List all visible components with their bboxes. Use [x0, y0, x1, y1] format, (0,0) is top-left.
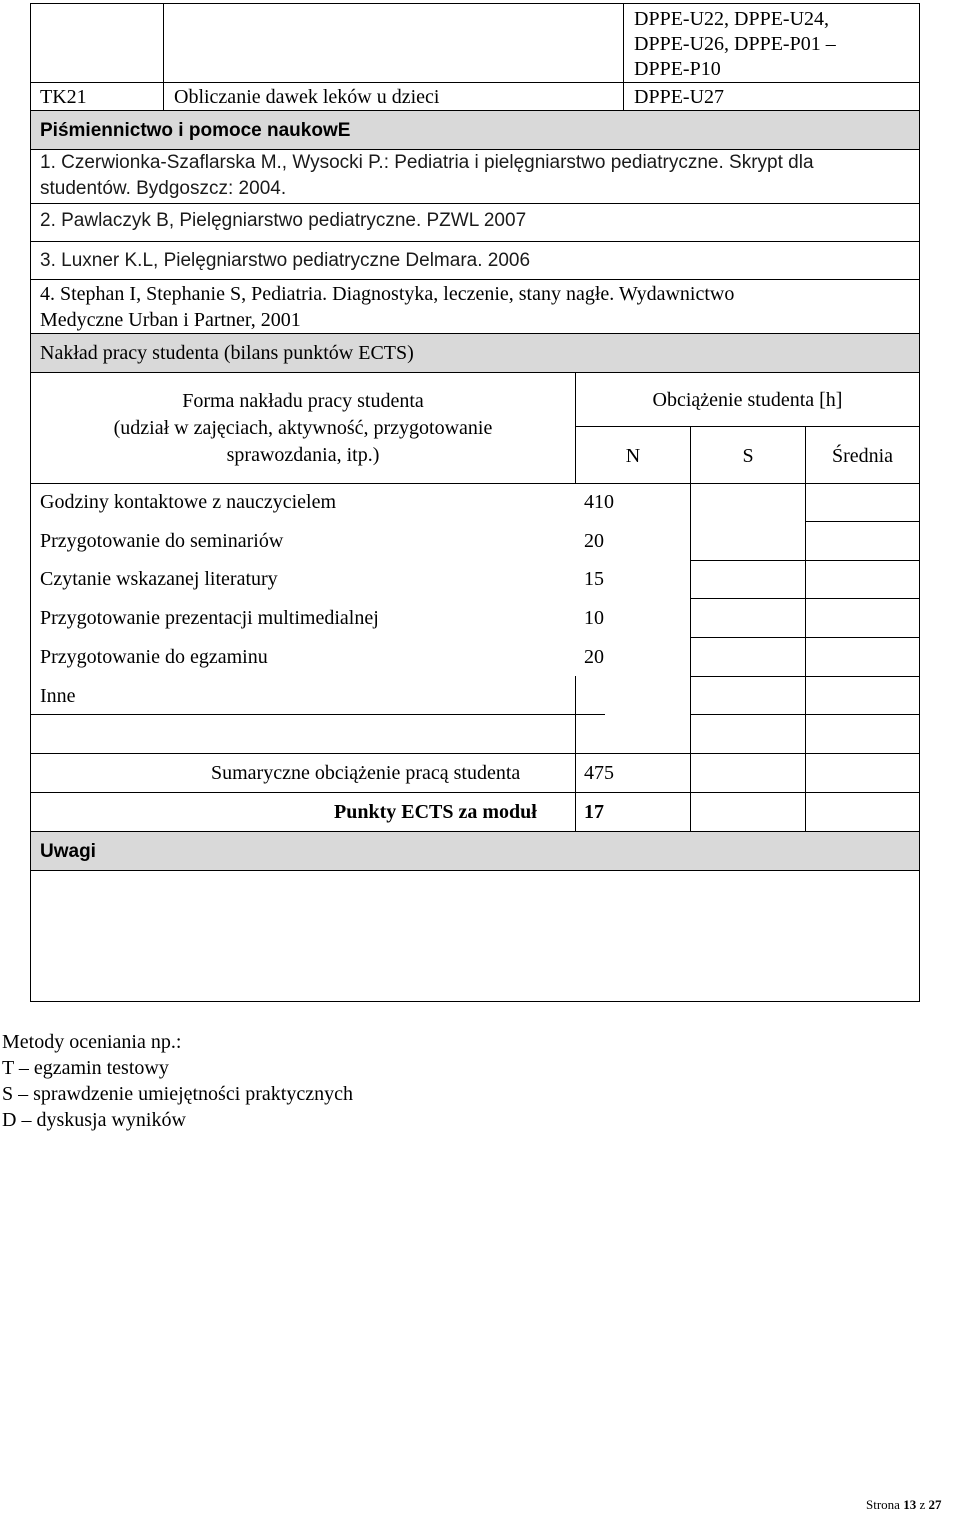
row-1-value: 410 [584, 491, 614, 513]
tk21-effects: DPPE-U27 [634, 86, 725, 108]
page-prefix: Strona [866, 1497, 900, 1512]
row-2-label: Przygotowanie do seminariów [40, 530, 284, 552]
row-3-label: Czytanie wskazanej literatury [40, 568, 278, 590]
col-n-label: N [625, 445, 641, 467]
sum-value: 475 [584, 762, 614, 784]
grid-line-5 [690, 676, 920, 677]
effects-codes-line-3: DPPE-P10 [634, 58, 721, 80]
literature-item-1-line2: studentów. Bydgoszcz: 2004. [40, 178, 287, 199]
literature-item-4-line1: 4. Stephan I, Stephanie S, Pediatria. Diagnostyka, leczenie, stany nagłe. Wydawnictwo [40, 283, 735, 305]
col-avg-left-border [805, 483, 806, 831]
row-5-value: 20 [584, 646, 604, 668]
remarks-heading: Uwagi [40, 841, 96, 862]
sum-label: Sumaryczne obciążenie pracą studenta [211, 762, 521, 784]
assessment-line-4: D – dyskusja wyników [2, 1109, 186, 1131]
remarks-body-cell [30, 870, 920, 1002]
effects-codes-line-1: DPPE-U22, DPPE-U24, [634, 8, 830, 30]
literature-item-2: 2. Pawlaczyk B, Pielęgniarstwo pediatryczne. PZWL 2007 [40, 210, 527, 231]
grid-line-8 [575, 792, 920, 793]
literature-item-3: 3. Luxner K.L, Pielęgniarstwo pediatryczne Delmara. 2006 [40, 250, 531, 271]
sum-bottom-line [30, 792, 576, 793]
assessment-line-1: Metody oceniania np.: [2, 1031, 182, 1053]
top-row-title-cell [163, 3, 624, 83]
row-4-value: 10 [584, 607, 604, 629]
effects-codes-line-2: DPPE-U26, DPPE-P01 – [634, 33, 836, 55]
literature-heading: Piśmiennictwo i pomoce naukowE [40, 120, 351, 141]
empty-row-right-border [575, 676, 576, 754]
row-2-value: 20 [584, 530, 604, 552]
assessment-line-2: T – egzamin testowy [2, 1057, 169, 1079]
workload-heading: Nakład pracy studenta (bilans punktów ECTS) [40, 342, 414, 364]
page-of: z [919, 1497, 926, 1512]
row-6-label: Inne [40, 685, 76, 707]
col-s-left-border [690, 483, 691, 831]
row-4-label: Przygotowanie prezentacji multimedialnej [40, 607, 379, 629]
grid-line-1 [805, 521, 920, 522]
assessment-line-3: S – sprawdzenie umiejętności praktycznych [2, 1083, 353, 1105]
row-3-value: 15 [584, 568, 604, 590]
tk21-title: Obliczanie dawek leków u dzieci [174, 86, 440, 108]
page-current: 13 [903, 1497, 917, 1512]
empty-row-bottom-line [30, 753, 576, 754]
load-header: Obciążenie studenta [h] [652, 389, 843, 411]
ects-label: Punkty ECTS za moduł [334, 801, 537, 823]
page-total: 27 [928, 1497, 942, 1512]
grid-line-2 [690, 560, 920, 561]
row-1-label: Godziny kontaktowe z nauczycielem [40, 491, 336, 513]
form-header-line-3: sprawozdania, itp.) [226, 444, 380, 466]
remarks-heading-cell [30, 831, 920, 871]
row-5-label: Przygotowanie do egzaminu [40, 646, 268, 668]
ects-value: 17 [584, 801, 604, 823]
grid-line-3 [690, 598, 920, 599]
form-header-line-2: (udział w zajęciach, aktywność, przygotowanie [113, 417, 493, 439]
form-header-line-1: Forma nakładu pracy studenta [182, 390, 424, 412]
inne-bottom-line [30, 714, 605, 715]
table-right-border [919, 483, 920, 831]
top-row-code-cell [30, 3, 164, 83]
literature-item-4-line2: Medyczne Urban i Partner, 2001 [40, 309, 301, 331]
literature-item-1-line1: 1. Czerwionka-Szaflarska M., Wysocki P.: Pediatria i pielęgniarstwo pediatryczne. Skrypt dla [40, 152, 814, 173]
page-number [866, 1497, 941, 1513]
col-avg-label: Średnia [831, 445, 894, 467]
col-s-label: S [742, 445, 754, 467]
grid-line-6 [690, 714, 920, 715]
tk21-code: TK21 [40, 86, 87, 108]
grid-line-4 [690, 637, 920, 638]
grid-line-7 [575, 753, 920, 754]
